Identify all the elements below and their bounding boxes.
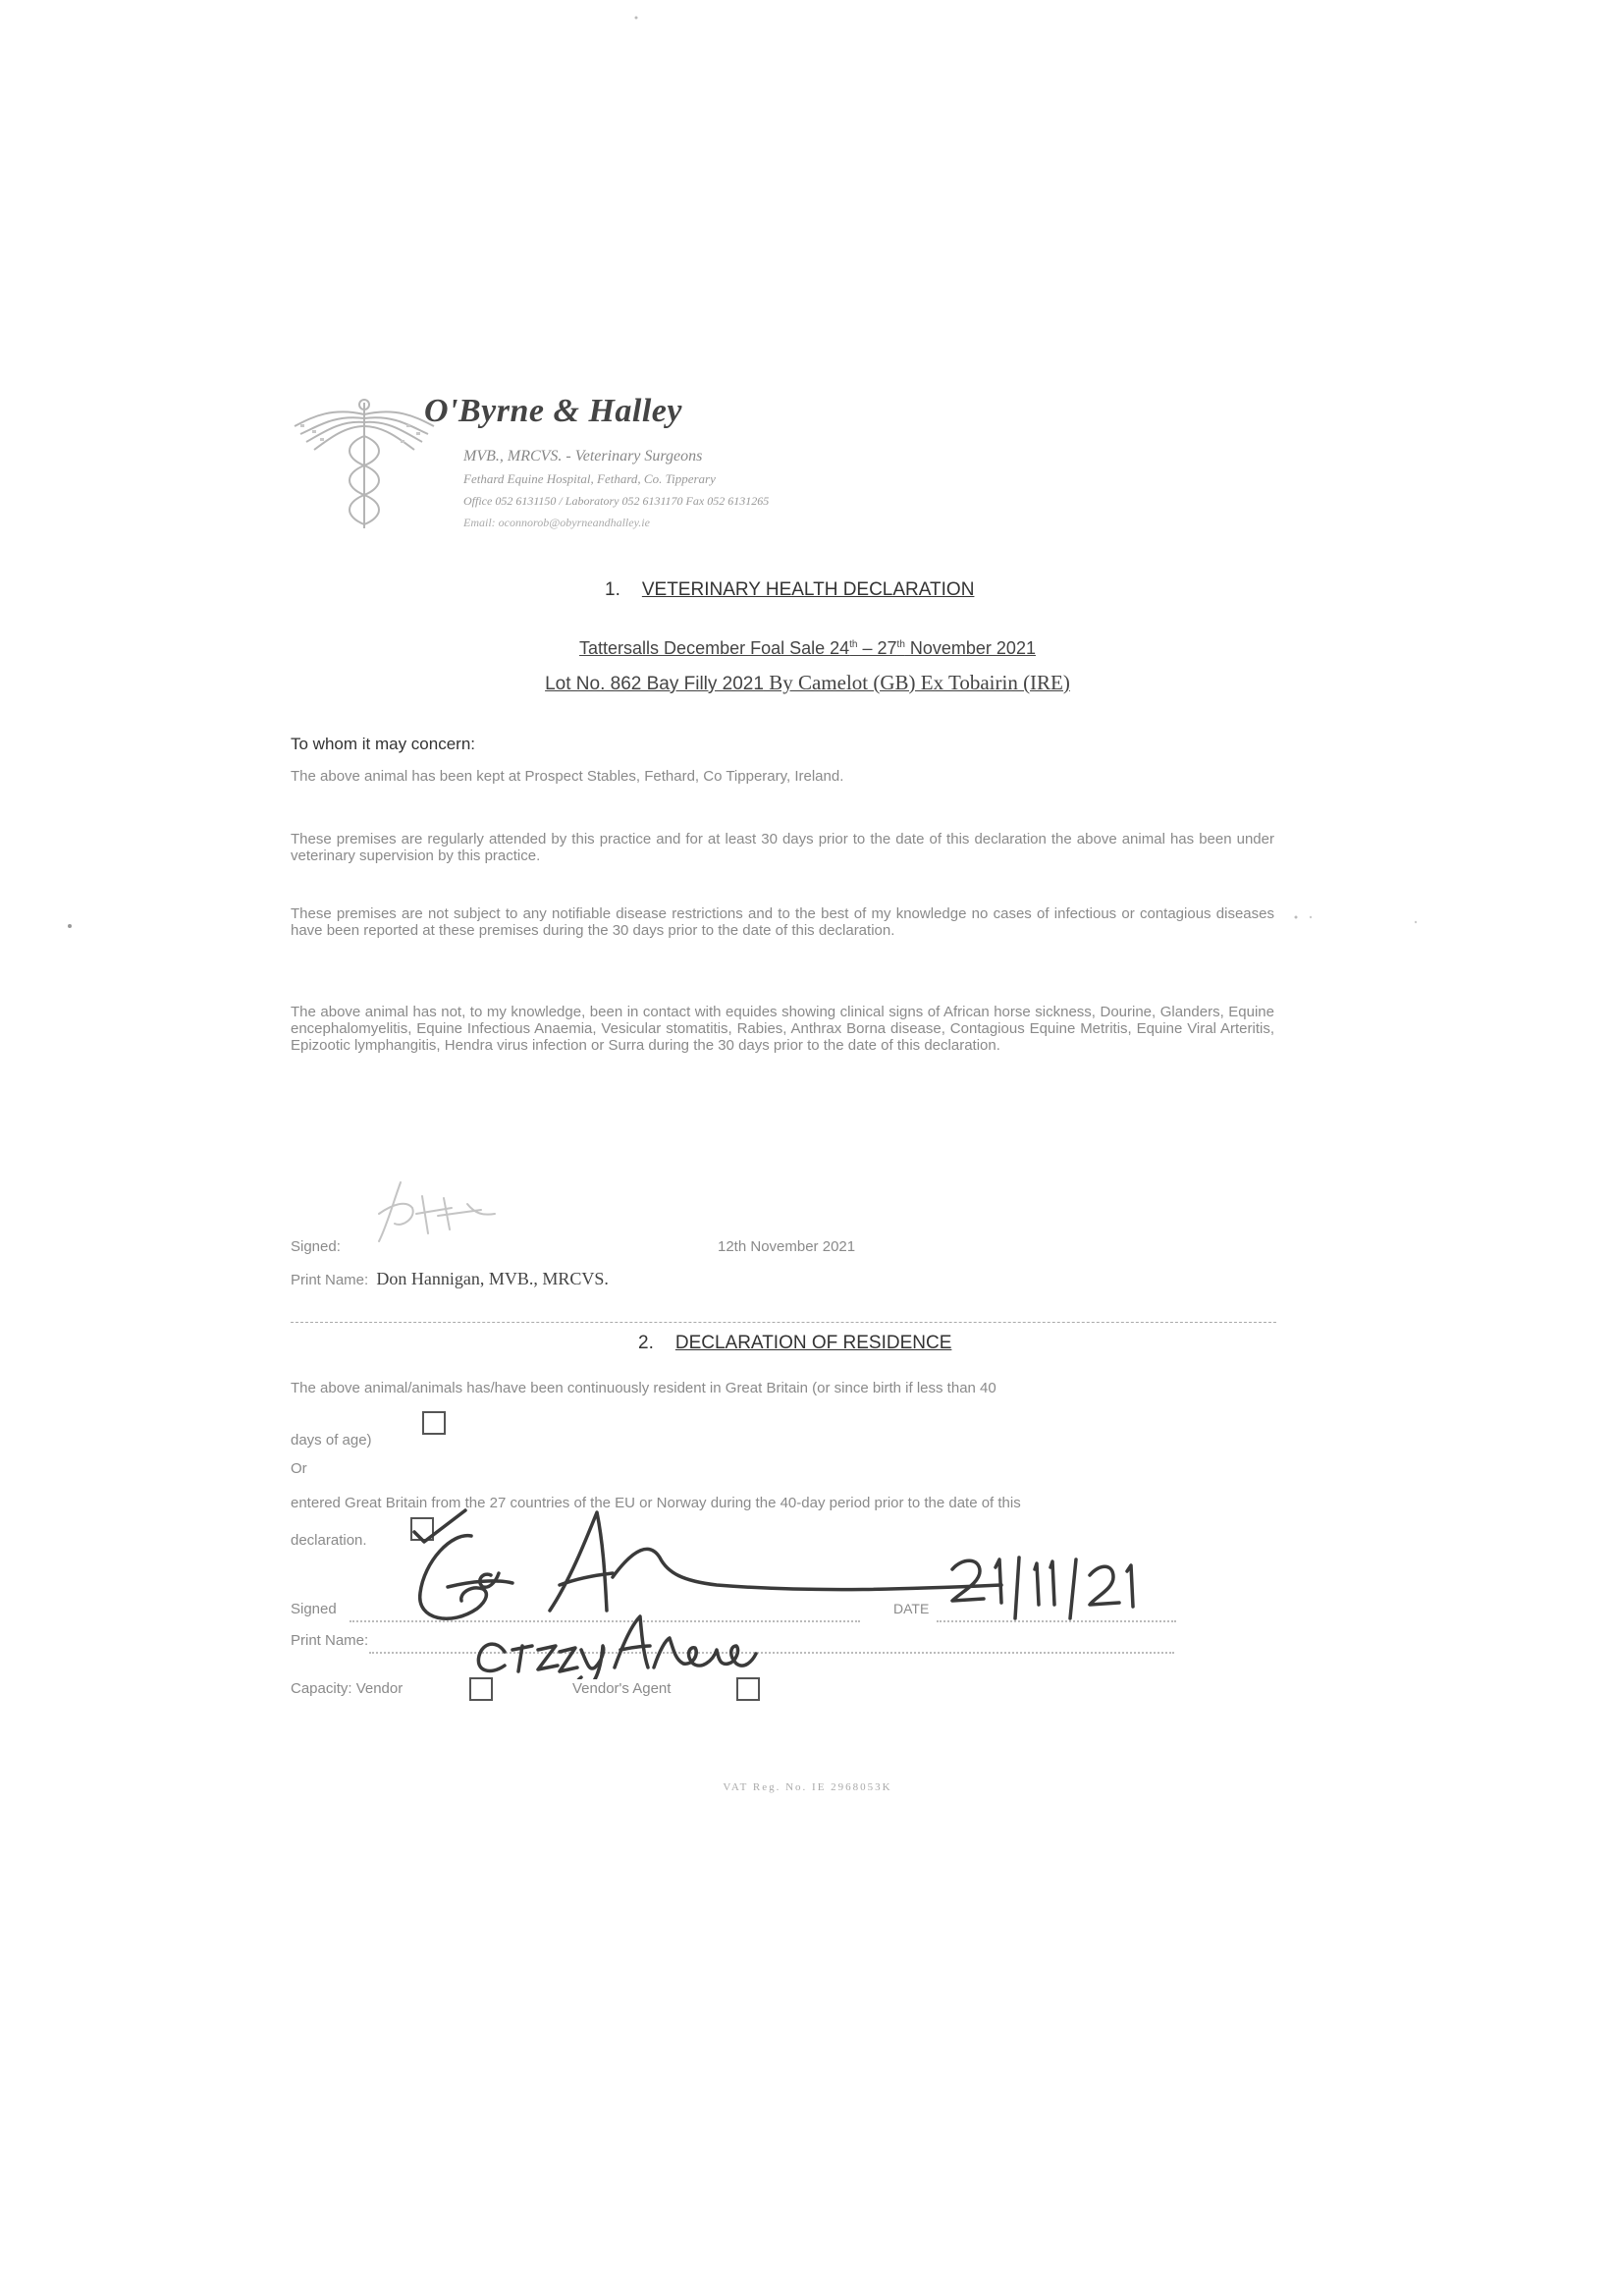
vendors-agent-checkbox[interactable] (736, 1677, 760, 1701)
section1-title: VETERINARY HEALTH DECLARATION (641, 579, 975, 600)
vet-print-label: Print Name: (291, 1272, 369, 1288)
caduceus-logo-icon (291, 397, 438, 534)
vet-name: Don Hannigan, MVB., MRCVS. (376, 1269, 609, 1288)
sale-title (0, 638, 1615, 659)
paragraph-3: These premises are not subject to any notifiable disease restrictions and to the best of my knowledge no cases of infectious or contagious diseases have been reported at these premises during the 30 days prior to the date of this declaration. (291, 905, 1274, 939)
sale-sup2: th (896, 639, 905, 650)
vendor-signature-line (350, 1620, 860, 1622)
section1-number: 1. (605, 579, 620, 600)
vet-signed-label: Signed: (291, 1238, 341, 1255)
residence-line-2: days of age) (291, 1432, 372, 1449)
vet-signature (373, 1175, 530, 1249)
residence-line-1: The above animal/animals has/have been continuously resident in Great Britain (or since birth if less than 40 (291, 1380, 996, 1396)
firm-name: O'Byrne & Halley (424, 393, 682, 429)
vendor-signed-label: Signed (291, 1601, 337, 1617)
vat-reference: VAT Reg. No. IE 2968053K (723, 1781, 892, 1793)
paragraph-4: The above animal has not, to my knowledge, been in contact with equides showing clinical signs of African horse sickness, Dourine, Glanders, Equine encephalomyelitis, Equine Infectious Anaemia, Vesicular stomatitis, Rabies, Anthrax Borna disease, Contagious Equine Metritis, Equine Viral Arteritis, Epizootic lymphangitis, Hendra virus infection or Surra during the 30 days prior to the date of this declaration. (291, 1004, 1274, 1054)
section2-title: DECLARATION OF RESIDENCE (674, 1333, 952, 1353)
vendor-print-label: Print Name: (291, 1632, 369, 1649)
sale-suffix: November 2021 (904, 638, 1036, 658)
paragraph-2: These premises are regularly attended by this practice and for at least 30 days prior to the date of this declaration the above animal has been under veterinary supervision by this practice. (291, 831, 1274, 864)
vendor-print-line (369, 1652, 1174, 1654)
salutation: To whom it may concern: (291, 735, 476, 753)
firm-qualifications: MVB., MRCVS. - Veterinary Surgeons (463, 448, 703, 465)
firm-phones: Office 052 6131150 / Laboratory 052 6131170 Fax 052 6131265 (463, 494, 770, 508)
vet-print-name (291, 1269, 609, 1289)
vet-signature-date: 12th November 2021 (718, 1238, 856, 1255)
sale-mid: – 27 (857, 638, 897, 658)
residence-line-3: entered Great Britain from the 27 countries of the EU or Norway during the 40-day period prior to the date of this (291, 1495, 1021, 1511)
or-text: Or (291, 1460, 307, 1477)
capacity-vendor-label: Capacity: Vendor (291, 1680, 404, 1697)
firm-email: Email: oconnorob@obyrneandhalley.ie (463, 516, 650, 529)
paragraph-1: The above animal has been kept at Prospect Stables, Fethard, Co Tipperary, Ireland. (291, 768, 844, 785)
section-divider (291, 1322, 1276, 1323)
resident-checkbox[interactable] (422, 1411, 446, 1435)
firm-address: Fethard Equine Hospital, Fethard, Co. Tipperary (463, 471, 716, 486)
lot-pedigree: By Camelot (GB) Ex Tobairin (IRE) (763, 671, 1070, 694)
sale-prefix: Tattersalls December Foal Sale 24 (579, 638, 850, 658)
lot-title (0, 671, 1615, 695)
vendor-date-line (937, 1620, 1176, 1622)
entered-checkbox[interactable] (410, 1517, 434, 1541)
section1-heading (605, 579, 974, 601)
section2-number: 2. (638, 1333, 654, 1353)
vendor-date-label: DATE (893, 1601, 930, 1616)
lot-prefix: Lot No. 862 Bay Filly 2021 (545, 674, 764, 694)
vendor-checkbox[interactable] (469, 1677, 493, 1701)
residence-line-4: declaration. (291, 1532, 367, 1549)
section2-heading (638, 1333, 951, 1354)
vendors-agent-label: Vendor's Agent (572, 1680, 672, 1697)
sale-sup1: th (849, 639, 858, 650)
